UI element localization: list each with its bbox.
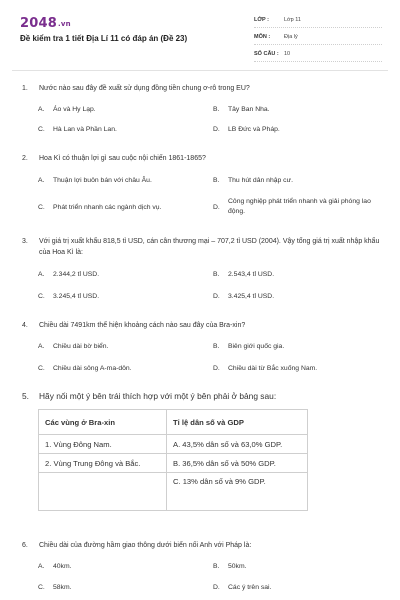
table-header: Các vùng ở Bra-xin: [39, 410, 167, 435]
table-row: [39, 454, 308, 473]
page-header: [0, 0, 400, 68]
answer-option[interactable]: [38, 583, 208, 593]
option-letter: B.: [213, 343, 220, 350]
option-letter: B.: [213, 563, 220, 570]
option-text: Tây Ban Nha.: [228, 106, 270, 113]
question-2: [22, 153, 382, 164]
table-cell: 1. Vùng Đông Nam.: [39, 435, 167, 454]
option-letter: D.: [213, 365, 220, 372]
question-text: Hãy nối một ý bên trái thích hợp với một ý bên phải ở bảng sau:: [39, 391, 277, 401]
option-letter: C.: [38, 126, 45, 133]
option-text: Chiều dài bờ biển.: [53, 343, 109, 350]
answer-option[interactable]: [38, 125, 208, 135]
answer-option[interactable]: [38, 342, 208, 352]
question-3: [22, 236, 382, 258]
table-header: Tỉ lệ dân số và GDP: [167, 410, 308, 435]
answer-option[interactable]: [213, 125, 383, 135]
answer-option[interactable]: [213, 583, 383, 593]
option-letter: C.: [38, 293, 45, 300]
answer-option[interactable]: [213, 292, 383, 302]
table-cell: [39, 473, 167, 511]
answer-option[interactable]: [38, 176, 208, 186]
answer-option[interactable]: [213, 562, 383, 572]
option-text: LB Đức và Pháp.: [228, 126, 280, 133]
meta-label: SỐ CÂU :: [254, 51, 279, 57]
option-letter: B.: [213, 177, 220, 184]
option-letter: D.: [213, 293, 220, 300]
option-letter: A.: [38, 106, 45, 113]
answer-option[interactable]: [213, 105, 383, 115]
option-letter: A.: [38, 563, 45, 570]
answer-option[interactable]: [213, 176, 383, 186]
matching-table: [38, 409, 308, 511]
option-text: 50km.: [228, 563, 247, 570]
answer-option[interactable]: [38, 292, 208, 302]
option-letter: D.: [213, 126, 220, 133]
table-cell: B. 36,5% dân số và 50% GDP.: [167, 454, 308, 473]
exam-meta: [254, 15, 382, 66]
option-text: Chiều dài sông A-ma-dôn.: [53, 365, 132, 372]
option-letter: C.: [38, 204, 45, 211]
exam-title: Đề kiểm tra 1 tiết Địa Lí 11 có đáp án (Đề 23): [20, 34, 188, 43]
option-text: Hà Lan và Phần Lan.: [53, 126, 117, 133]
answer-option[interactable]: [38, 364, 208, 374]
answer-option[interactable]: [38, 203, 208, 213]
option-text: 3.425,4 tỉ USD.: [228, 293, 275, 300]
option-letter: D.: [213, 204, 220, 211]
table-cell: 2. Vùng Trung Đông và Bắc.: [39, 454, 167, 473]
option-text: 40km.: [53, 563, 72, 570]
answer-option[interactable]: [38, 105, 208, 115]
question-number: 6.: [22, 542, 28, 549]
option-letter: B.: [213, 106, 220, 113]
question-number: 5.: [22, 391, 29, 401]
meta-label: LỚP :: [254, 17, 269, 23]
option-text: Các ý trên sai.: [228, 584, 272, 591]
meta-row-count: [254, 49, 382, 62]
question-number: 4.: [22, 322, 28, 329]
option-text: Công nghiệp phát triển nhanh và giải phóng lao động.: [228, 198, 371, 215]
meta-row-class: [254, 15, 382, 28]
question-text: Nước nào sau đây đề xuất sử dụng đồng tiền chung ơ-rô trong EU?: [39, 85, 250, 92]
table-row: [39, 473, 308, 511]
question-4: [22, 320, 382, 331]
option-letter: C.: [38, 584, 45, 591]
answer-option[interactable]: [38, 562, 208, 572]
option-text: Thuận lợi buôn bán với châu Âu.: [53, 177, 152, 184]
question-text: Chiều dài của đường hầm giao thông dưới biển nối Anh với Pháp là:: [39, 542, 252, 549]
table-cell: A. 43,5% dân số và 63,0% GDP.: [167, 435, 308, 454]
option-text: Thu hút dân nhập cư.: [228, 177, 294, 184]
question-number: 1.: [22, 85, 28, 92]
answer-option[interactable]: [38, 270, 208, 280]
answer-option[interactable]: [213, 270, 383, 280]
option-letter: A.: [38, 343, 45, 350]
option-text: 2.344,2 tỉ USD.: [53, 271, 100, 278]
table-cell: C. 13% dân số và 9% GDP.: [167, 473, 308, 511]
question-text: Chiều dài 7491km thể hiện khoảng cách nào sau đây của Bra-xin?: [39, 322, 246, 329]
meta-value: Lớp 11: [284, 17, 301, 23]
answer-option[interactable]: [213, 197, 373, 217]
table-header-row: [39, 410, 308, 435]
meta-value: 10: [284, 51, 291, 57]
option-text: Phát triển nhanh các ngành dịch vụ.: [53, 204, 162, 211]
option-letter: D.: [213, 584, 220, 591]
option-text: Biên giới quốc gia.: [228, 343, 285, 350]
answer-option[interactable]: [213, 342, 383, 352]
site-logo[interactable]: 2048.vn: [20, 16, 71, 31]
question-number: 3.: [22, 238, 28, 245]
meta-label: MÔN :: [254, 34, 271, 40]
meta-row-subject: [254, 32, 382, 45]
meta-value: Địa lý: [284, 34, 298, 40]
option-letter: A.: [38, 271, 45, 278]
option-text: Áo và Hy Lạp.: [53, 106, 96, 113]
option-text: 2.543,4 tỉ USD.: [228, 271, 275, 278]
question-number: 2.: [22, 155, 28, 162]
option-text: 3.245,4 tỉ USD.: [53, 293, 100, 300]
option-letter: A.: [38, 177, 45, 184]
header-divider: [12, 70, 388, 71]
question-text: Với giá trị xuất khẩu 818,5 tỉ USD, cán cân thương mại – 707,2 tỉ USD (2004). Vậy tổng giá trị xuất nhập khẩu của Hoa Kì là:: [39, 238, 380, 256]
table-row: [39, 435, 308, 454]
option-text: 58km.: [53, 584, 72, 591]
option-text: Chiều dài từ Bắc xuống Nam.: [228, 365, 318, 372]
question-6: [22, 540, 382, 551]
option-letter: B.: [213, 271, 220, 278]
answer-option[interactable]: [213, 364, 383, 374]
question-1: [22, 83, 382, 94]
option-letter: C.: [38, 365, 45, 372]
question-text: Hoa Kì có thuận lợi gì sau cuộc nội chiến 1861-1865?: [39, 155, 206, 162]
